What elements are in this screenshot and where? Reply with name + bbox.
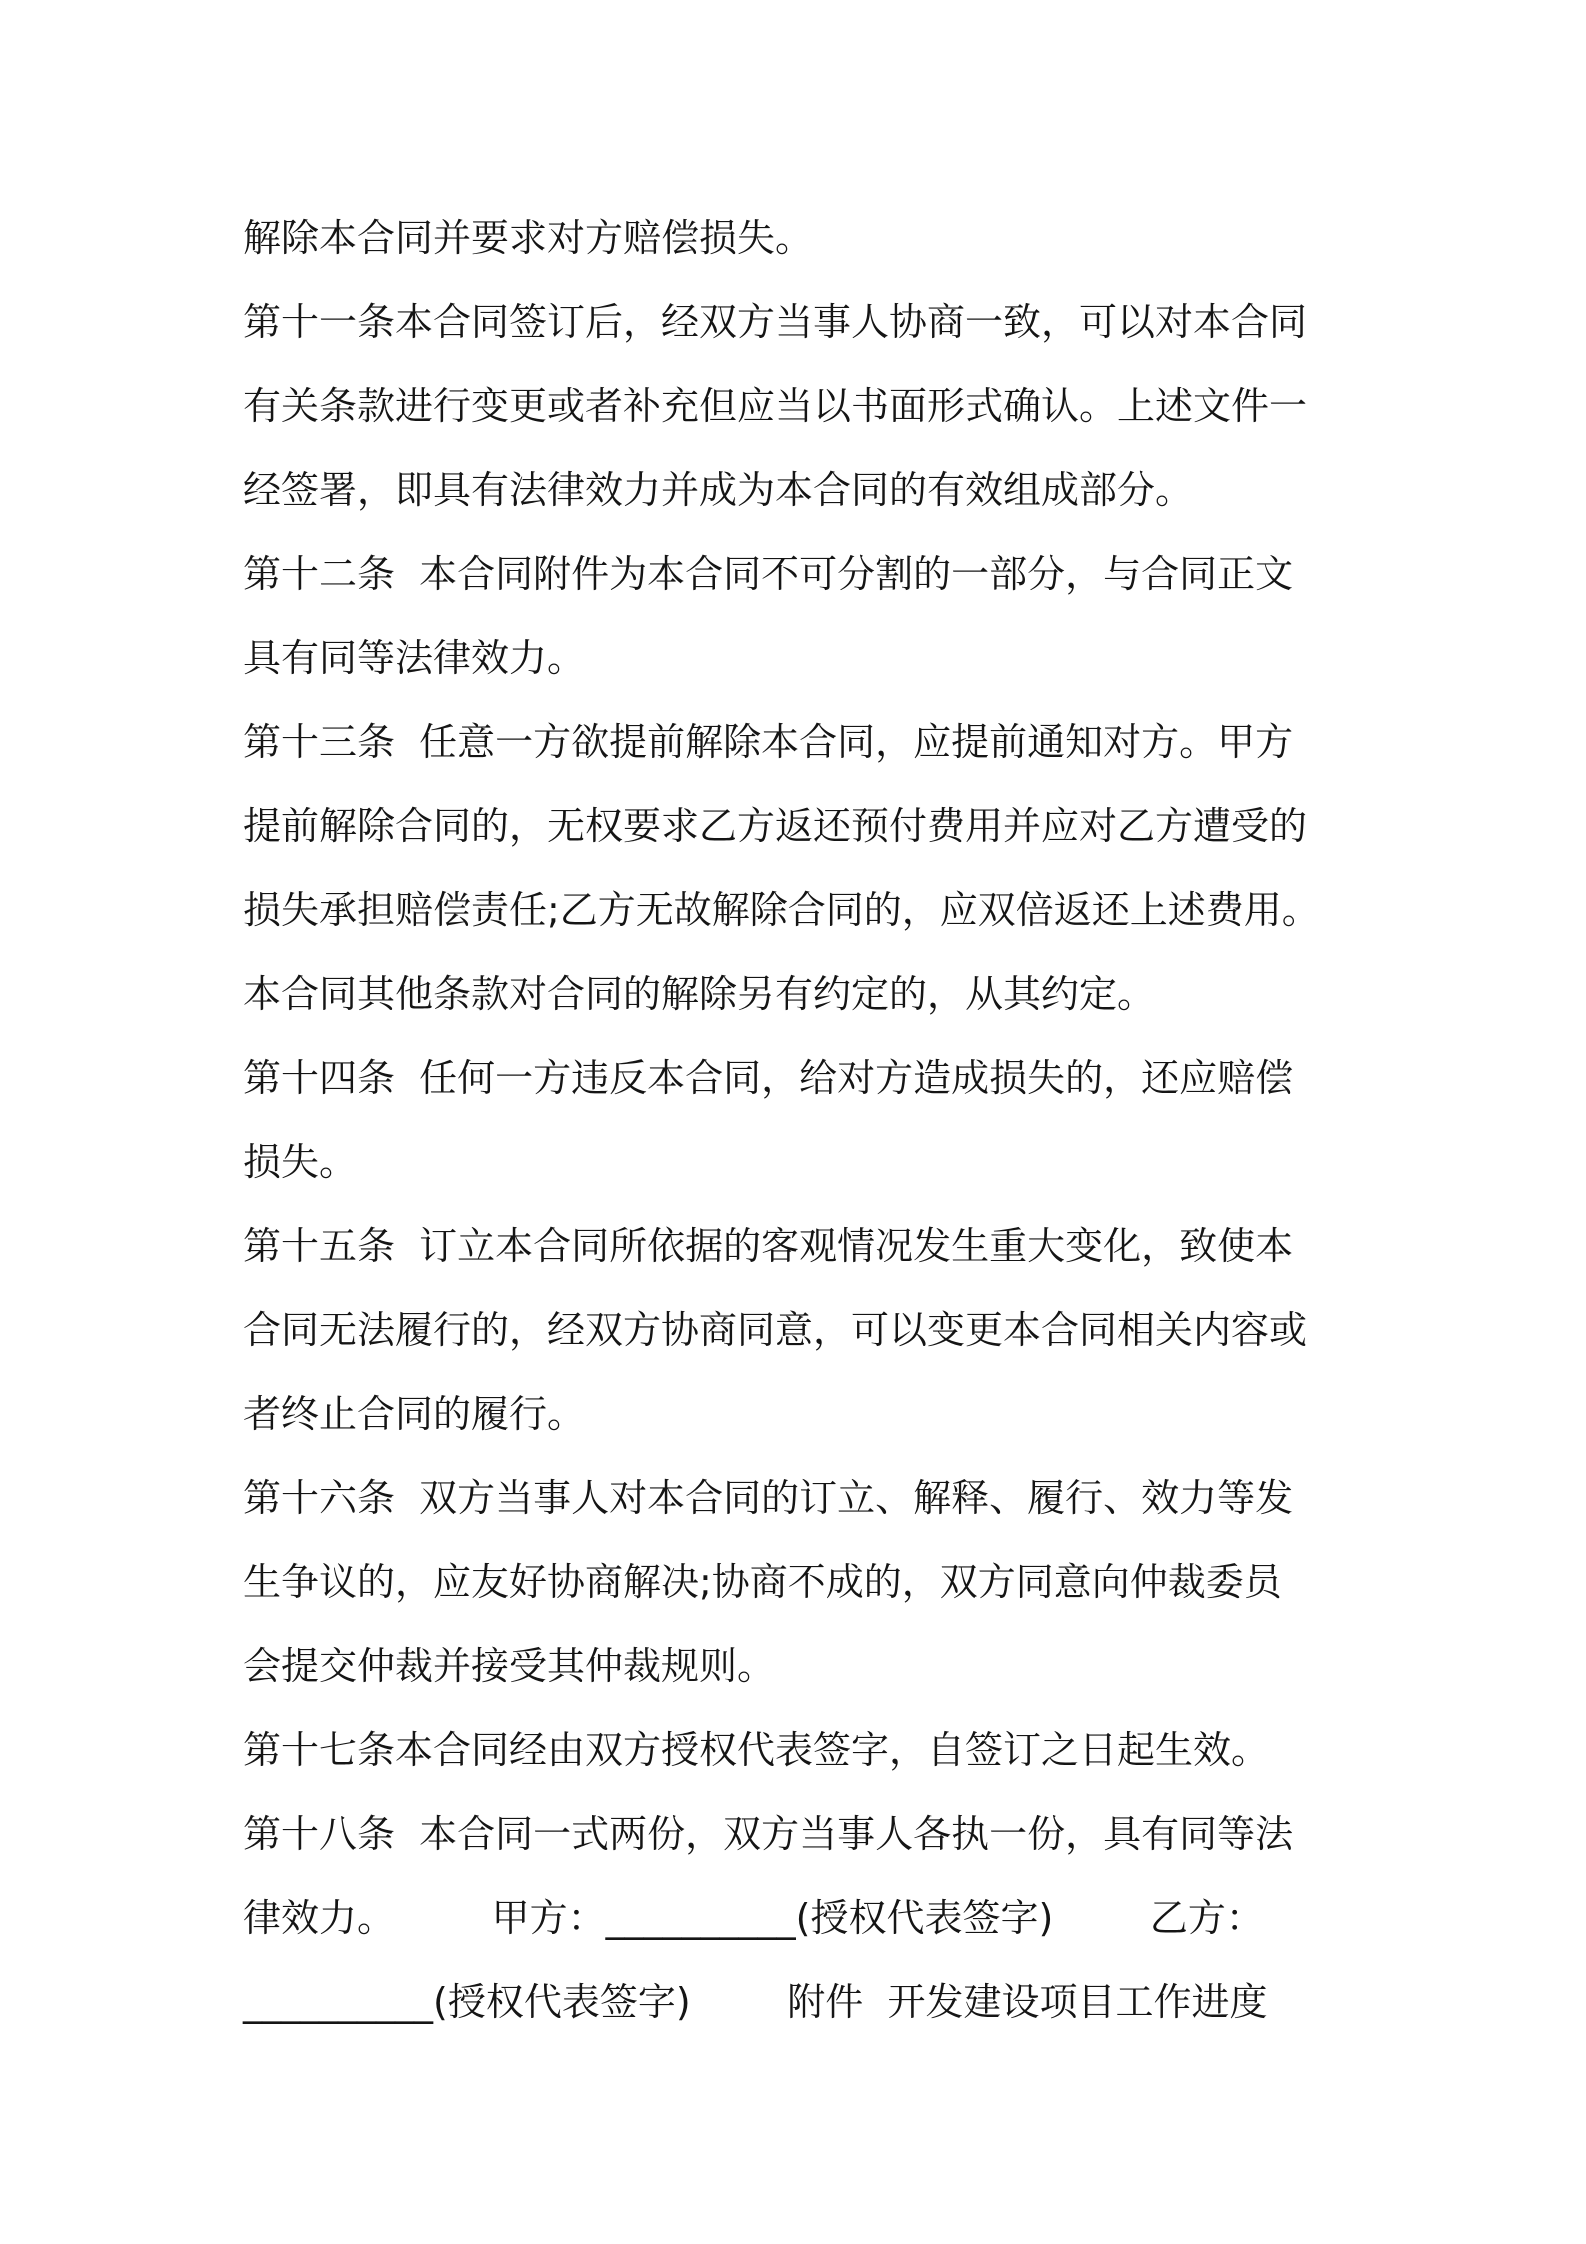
text-line-9: 损失承担赔偿责任;乙方无故解除合同的，应双倍返还上述费用。 xyxy=(243,888,1320,932)
text-line-10: 本合同其他条款对合同的解除另有约定的，从其约定。 xyxy=(243,972,1156,1016)
text-line-8: 提前解除合同的，无权要求乙方返还预付费用并应对乙方遭受的 xyxy=(243,804,1308,848)
text-line-22: __________(授权代表签字) 附件 开发建设项目工作进度 xyxy=(243,1980,1268,2024)
text-line-15: 者终止合同的履行。 xyxy=(243,1392,586,1436)
text-line-13: 第十五条 订立本合同所依据的客观情况发生重大变化，致使本 xyxy=(243,1224,1294,1268)
text-line-6: 具有同等法律效力。 xyxy=(243,636,586,680)
text-line-16: 第十六条 双方当事人对本合同的订立、解释、履行、效力等发 xyxy=(243,1476,1294,1520)
text-line-5: 第十二条 本合同附件为本合同不可分割的一部分，与合同正文 xyxy=(243,552,1294,596)
text-line-2: 第十一条本合同签订后，经双方当事人协商一致，可以对本合同 xyxy=(243,300,1308,344)
text-line-18: 会提交仲裁并接受其仲裁规则。 xyxy=(243,1644,776,1688)
text-line-12: 损失。 xyxy=(243,1140,358,1184)
text-line-14: 合同无法履行的，经双方协商同意，可以变更本合同相关内容或 xyxy=(243,1308,1308,1352)
text-line-20: 第十八条 本合同一式两份，双方当事人各执一份，具有同等法 xyxy=(243,1812,1294,1856)
text-line-4: 经签署，即具有法律效力并成为本合同的有效组成部分。 xyxy=(243,468,1194,512)
contract-page xyxy=(243,196,1363,2044)
text-line-3: 有关条款进行变更或者补充但应当以书面形式确认。上述文件一 xyxy=(243,384,1308,428)
text-line-11: 第十四条 任何一方违反本合同，给对方造成损失的，还应赔偿 xyxy=(243,1056,1294,1100)
text-line-1: 解除本合同并要求对方赔偿损失。 xyxy=(243,216,814,260)
text-line-7: 第十三条 任意一方欲提前解除本合同，应提前通知对方。甲方 xyxy=(243,720,1294,764)
text-line-19: 第十七条本合同经由双方授权代表签字，自签订之日起生效。 xyxy=(243,1728,1270,1772)
text-line-21: 律效力。 甲方：__________(授权代表签字) 乙方： xyxy=(243,1896,1264,1940)
text-line-17: 生争议的，应友好协商解决;协商不成的，双方同意向仲裁委员 xyxy=(243,1560,1282,1604)
